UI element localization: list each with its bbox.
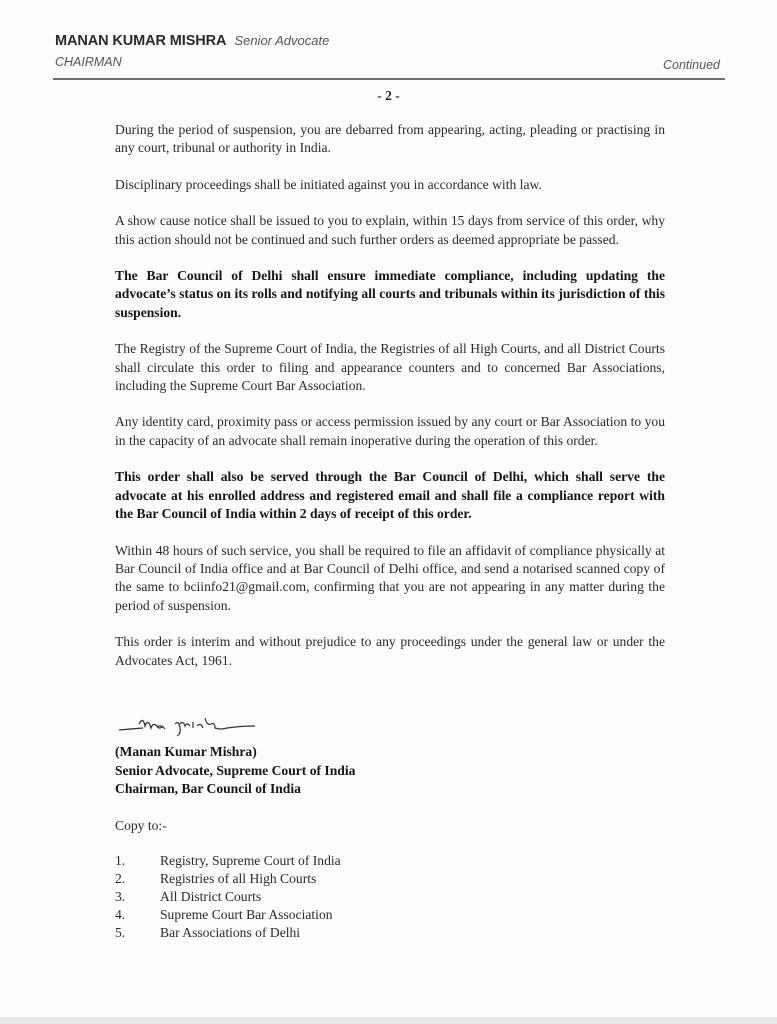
list-item xyxy=(115,870,341,888)
list-item-number: 4. xyxy=(115,907,126,922)
list-item-number: 2. xyxy=(115,871,126,886)
paragraph-show-cause: A show cause notice shall be issued to you to explain, within 15 days from service of this order, why this action should not be continued and such further orders as deemed appropriate be passed. xyxy=(115,213,665,247)
paragraph-service-through-bcd: This order shall also be served through the Bar Council of Delhi, which shall serve the advocate at his enrolled address and registered email and shall file a compliance report with the Bar Council of India within 2 days of receipt of this order. xyxy=(115,469,665,522)
list-item-number: 5. xyxy=(115,925,126,940)
list-item xyxy=(115,924,341,942)
list-item xyxy=(115,888,341,906)
list-item xyxy=(115,852,341,870)
letterhead-position: CHAIRMAN xyxy=(55,55,122,69)
handwritten-signature-icon xyxy=(117,712,257,742)
signatory-title-senior-advocate: Senior Advocate, Supreme Court of India xyxy=(115,762,356,778)
list-item-text: Registry, Supreme Court of India xyxy=(160,853,341,868)
signatory-title-chairman: Chairman, Bar Council of India xyxy=(115,781,301,796)
list-item-text: Supreme Court Bar Association xyxy=(160,907,333,922)
signatory-name: (Manan Kumar Mishra) xyxy=(115,744,257,759)
letterhead-role: Senior Advocate xyxy=(234,33,330,48)
paragraph-bar-council-delhi-compliance: The Bar Council of Delhi shall ensure immediate compliance, including updating the advocate’s status on its rolls and notifying all courts and tribunals within its jurisdiction of this suspension. xyxy=(115,268,665,320)
list-item-number: 3. xyxy=(115,889,126,904)
copy-to-list xyxy=(115,852,341,942)
continued-label: Continued xyxy=(663,58,720,72)
list-item-text: All District Courts xyxy=(160,889,262,904)
viewer-bottom-edge xyxy=(0,1017,777,1024)
paragraph-disciplinary-proceedings: Disciplinary proceedings shall be initiated against you in accordance with law. xyxy=(115,176,542,192)
signatory-block xyxy=(115,743,355,799)
paragraph-identity-card: Any identity card, proximity pass or access permission issued by any court or Bar Association to you in the capacity of an advocate shall remain inoperative during the operation of this order. xyxy=(115,414,665,448)
list-item xyxy=(115,906,341,924)
paragraph-registry-circulation: The Registry of the Supreme Court of India, the Registries of all High Courts, and all District Courts shall circulate this order to filing and appearance counters and to concerned Bar Associations, including the Supreme Court Bar Association. xyxy=(115,341,665,394)
letterhead-person-name: MANAN KUMAR MISHRA xyxy=(55,33,227,49)
list-item-text: Bar Associations of Delhi xyxy=(160,925,301,940)
copy-to-label: Copy to:- xyxy=(115,818,167,833)
letterhead-name xyxy=(55,33,329,49)
order-body xyxy=(115,121,665,688)
paragraph-interim-order: This order is interim and without prejudice to any proceedings under the general law or under the Advocates Act, 1961. xyxy=(115,634,665,668)
list-item-number: 1. xyxy=(115,853,126,868)
paragraph-suspension-debarment: During the period of suspension, you are debarred from appearing, acting, pleading or practising in any court, tribunal or authority in India. xyxy=(115,122,665,156)
list-item-text: Registries of all High Courts xyxy=(160,871,317,886)
paragraph-affidavit: Within 48 hours of such service, you shall be required to file an affidavit of compliance physically at Bar Council of India office and at Bar Council of Delhi office, and send a notarised scanned copy of the same to bciinfo21@gmail.com, confirming that you are not appearing in any matter during the period of suspension. xyxy=(115,542,665,613)
header-divider xyxy=(53,78,725,80)
page-number: - 2 - xyxy=(377,88,400,103)
